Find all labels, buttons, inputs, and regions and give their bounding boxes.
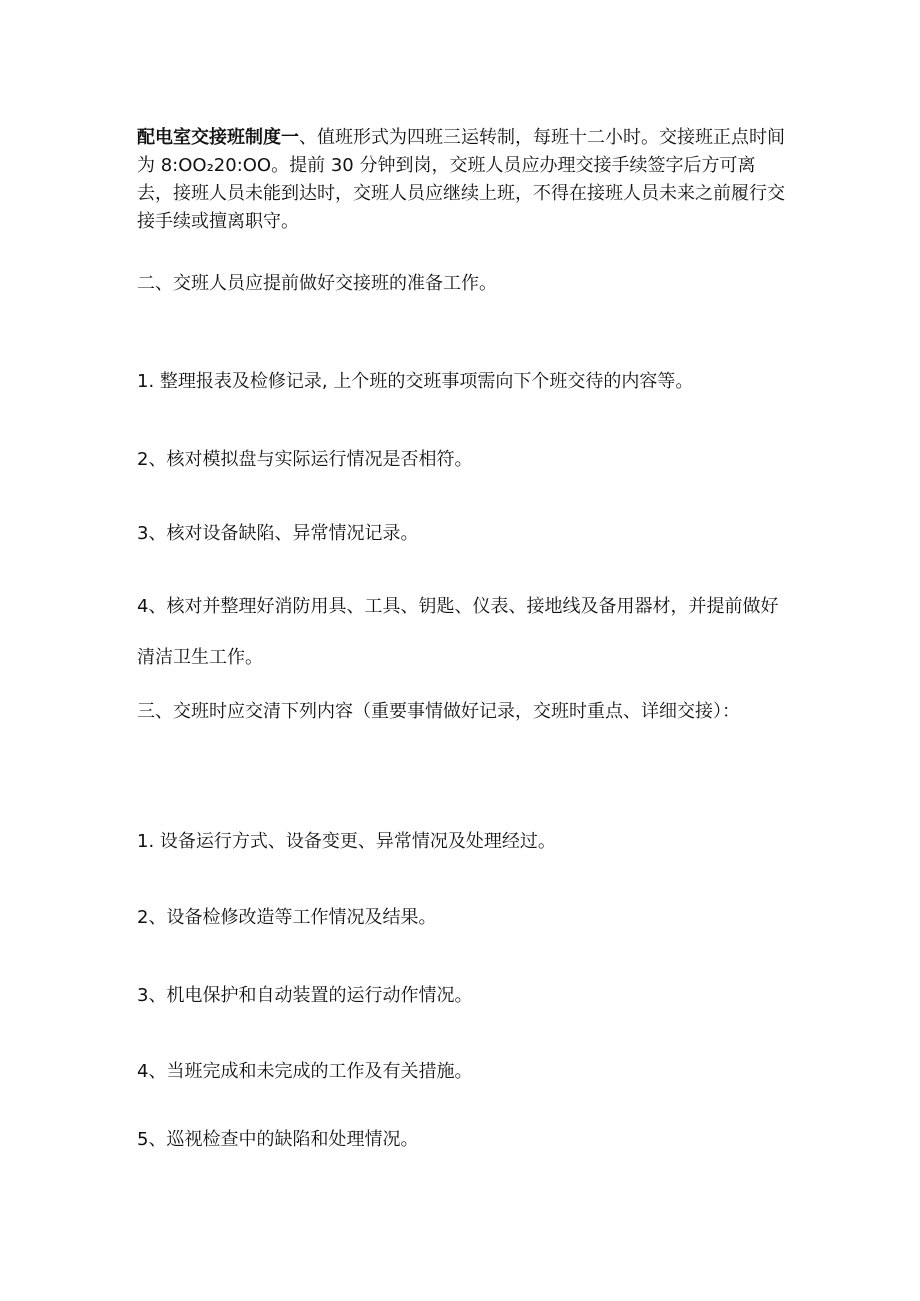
section-2-item-4: 4、核对并整理好消防用具、工具、钥匙、仪表、接地线及备用器材，并提前做好清洁卫生工作。 — [137, 596, 779, 668]
paragraph-1 — [137, 124, 787, 236]
paragraph-1-body: 、值班形式为四班三运转制，每班十二小时。交接班正点时间为 8:OO₂20:OO。提前 30 分钟到岗，交班人员应办理交接手续签字后方可离去，接班人员未能到达时，交班人员应继续上班，不得在接班人员未来之前履行交接手续或擅离职守。 — [137, 127, 785, 232]
section-3-item-3: 3、机电保护和自动装置的运行动作情况。 — [137, 985, 473, 1006]
section-3-item-4: 4、当班完成和未完成的工作及有关措施。 — [137, 1061, 473, 1082]
section-2-item-3: 3、核对设备缺陷、异常情况记录。 — [137, 523, 419, 544]
section-2-item-1: 1. 整理报表及检修记录, 上个班的交班事项需向下个班交待的内容等。 — [137, 371, 694, 392]
section-3-heading: 三、交班时应交清下列内容（重要事情做好记录，交班时重点、详细交接）： — [137, 701, 740, 722]
section-3-item-1: 1. 设备运行方式、设备变更、异常情况及处理经过。 — [137, 831, 556, 852]
section-2-item-2: 2、核对模拟盘与实际运行情况是否相符。 — [137, 449, 473, 470]
section-2-heading: 二、交班人员应提前做好交接班的准备工作。 — [137, 273, 497, 294]
document-title: 配电室交接班制度一 — [137, 127, 299, 148]
section-3-item-5: 5、巡视检查中的缺陷和处理情况。 — [137, 1129, 419, 1150]
section-3-item-2: 2、设备检修改造等工作情况及结果。 — [137, 907, 437, 928]
